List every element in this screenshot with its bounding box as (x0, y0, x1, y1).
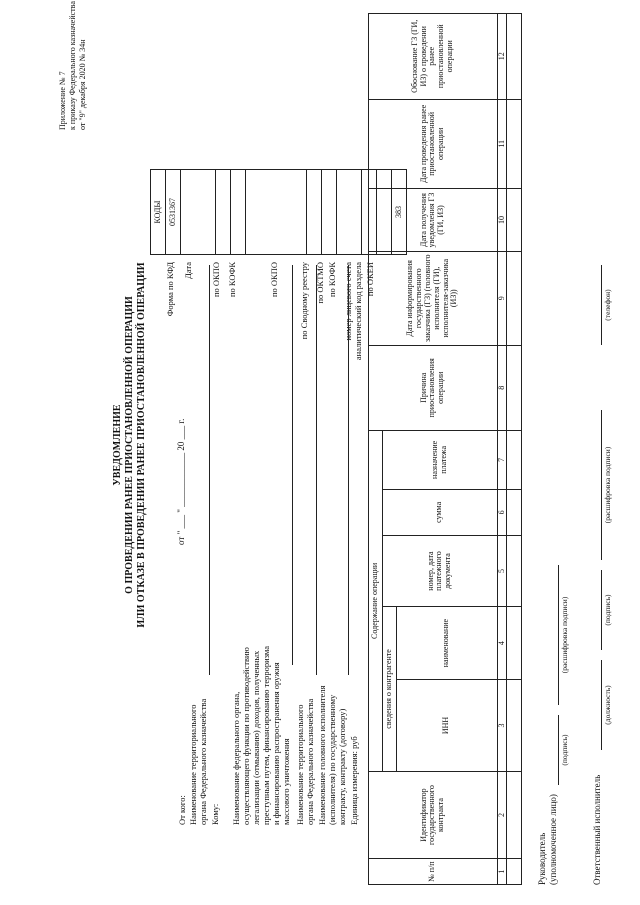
head-decoding-line (558, 565, 559, 705)
col-number: 6 (497, 489, 507, 535)
phone-caption: (телефон) (603, 289, 612, 321)
label-oktmo: по ОКТМО (315, 262, 325, 304)
group-content-header: Содержание операции (369, 431, 383, 772)
empty-cell (507, 99, 522, 189)
empty-cell (507, 536, 522, 607)
code-form: 0531367 (166, 170, 181, 255)
code-date (181, 170, 216, 255)
field-federal-1: Наименование федерального органа, (231, 691, 241, 825)
date-line: от " ___ " ____________ 20 ___ г. (176, 418, 186, 545)
empty-cell (507, 251, 522, 345)
territorial2-underline (316, 265, 317, 675)
group-counterparty-header: сведения о контрагенте (382, 607, 396, 772)
col-inn-header: ИНН (396, 680, 497, 772)
code-svod (307, 170, 322, 255)
code-okei: 383 (392, 170, 407, 255)
label-analytic: аналитический код раздела (353, 262, 363, 361)
col-number: 10 (497, 189, 507, 252)
field-executor-3: контракту, контракту (договору) (337, 708, 347, 825)
code-kofk (231, 170, 246, 255)
field-federal-5: и финансированию распространения оружия (271, 662, 281, 825)
col-number: 9 (497, 251, 507, 345)
label-kofk: по КОФК (227, 262, 237, 298)
col-basis-header: Обоснование ГЗ (ГИ, ИЗ) о проведении ранее приостановленной операции (369, 14, 498, 100)
col-number: 7 (497, 431, 507, 490)
col-number: 2 (497, 771, 507, 859)
code-oktmo (322, 170, 337, 255)
col-identifier-header: Идентификатор государственного контракта (369, 771, 498, 859)
col-number: 11 (497, 99, 507, 189)
codes-header: КОДЫ (151, 170, 166, 255)
col-inform-header: Дата информирования государственного заказчика (ГЗ) (головного исполнителя (ГИ), исполнителя-заказчика (ИЗ)) (369, 251, 498, 345)
territorial-underline (209, 265, 210, 675)
responsible-decoding-line (601, 410, 602, 560)
col-number: 12 (497, 14, 507, 100)
label-kofk-2: по КОФК (327, 262, 337, 298)
empty-cell (507, 431, 522, 490)
col-number: 5 (497, 536, 507, 607)
label-okei: по ОКЕИ (365, 262, 375, 297)
head-decoding-caption: (расшифровка подписи) (560, 596, 569, 674)
field-territorial2-2: органа Федерального казначейства (305, 698, 315, 825)
empty-cell (507, 771, 522, 859)
field-territorial-2: органа Федерального казначейства (198, 698, 208, 825)
doc-subtitle-2: ИЛИ ОТКАЗЕ В ПРОВЕДЕНИИ РАНЕЕ ПРИОСТАНОВЛЕННОЙ ОПЕРАЦИИ (136, 262, 147, 628)
responsible-signature-line (601, 570, 602, 650)
label-form-kfd: Форма по КФД (165, 262, 175, 317)
empty-cell (507, 489, 522, 535)
appendix-line-3: от "9" декабря 2020 № 34н (78, 39, 87, 130)
col-docnum-header: номер, дата платежного документа (382, 536, 497, 607)
responsible-decoding-caption: (расшифровка подписи) (603, 446, 612, 524)
head-label-2: (уполномоченное лицо) (548, 794, 558, 885)
field-federal-6: массового уничтожения (281, 738, 291, 825)
field-federal-2: осуществляющего функции по противодействию (241, 647, 251, 825)
field-territorial2-1: Наименование территориального (295, 704, 305, 825)
col-number: 3 (497, 680, 507, 772)
empty-cell (507, 189, 522, 252)
label-date: Дата (183, 262, 193, 279)
head-label-1: Руководитель (537, 832, 547, 885)
operations-table (365, 13, 522, 885)
executor-underline (348, 265, 349, 675)
field-to: Кому: (210, 803, 220, 825)
appendix-line-2: к приказу Федерального казначейства (68, 1, 77, 130)
field-federal-3: легализации (отмыванию) доходов, полученных (251, 650, 261, 825)
field-territorial-1: Наименование территориального (188, 704, 198, 825)
empty-cell (507, 859, 522, 885)
code-kofk-2 (337, 170, 362, 255)
head-signature-line (558, 715, 559, 785)
col-conduct-header: Дата проведения ранее приостановленной операции (369, 99, 498, 189)
empty-cell (507, 680, 522, 772)
responsible-signature-caption: (подпись) (603, 594, 612, 626)
field-unit: Единица измерения: руб (349, 736, 359, 825)
col-sum-header: сумма (382, 489, 497, 535)
field-from: От кого: (177, 795, 187, 825)
responsible-label: Ответственный исполнитель (592, 774, 602, 885)
appendix-line-1: Приложение № 7 (58, 71, 67, 130)
label-svod: по Сводному реестру (299, 262, 309, 340)
col-no-header: № п/п (369, 859, 498, 885)
col-number: 1 (497, 859, 507, 885)
label-account: номер лицевого счета (343, 262, 353, 341)
federal-underline (292, 265, 293, 665)
field-executor-2: (исполнителя) по государственному (327, 694, 337, 825)
empty-cell (507, 14, 522, 100)
doc-subtitle-1: О ПРОВЕДЕНИИ РАНЕЕ ПРИОСТАНОВЛЕННОЙ ОПЕРАЦИИ (124, 296, 135, 594)
field-executor-1: Наименование головного исполнителя (317, 685, 327, 825)
col-purpose-header: назначение платежа (382, 431, 497, 490)
column-numbers-row (497, 14, 507, 885)
phone-line (601, 265, 602, 345)
empty-cell (507, 345, 522, 430)
position-line (601, 660, 602, 750)
col-receipt-header: Дата получения уведомления ГЗ (ГИ, ИЗ) (369, 189, 498, 252)
col-number: 8 (497, 345, 507, 430)
table-row (507, 14, 522, 885)
empty-cell (507, 607, 522, 680)
doc-title: УВЕДОМЛЕНИЕ (112, 404, 123, 486)
head-signature-caption: (подпись) (560, 734, 569, 766)
col-reason-header: Причина приостановления операции (369, 345, 498, 430)
col-number: 4 (497, 607, 507, 680)
code-okpo (216, 170, 231, 255)
code-okpo-2 (246, 170, 307, 255)
label-okpo-2: по ОКПО (269, 262, 279, 298)
label-okpo: по ОКПО (211, 262, 221, 298)
col-name-header: наименование (396, 607, 497, 680)
position-caption: (должность) (603, 685, 612, 725)
field-federal-4: преступным путем, финансированию терроризма (261, 646, 271, 825)
